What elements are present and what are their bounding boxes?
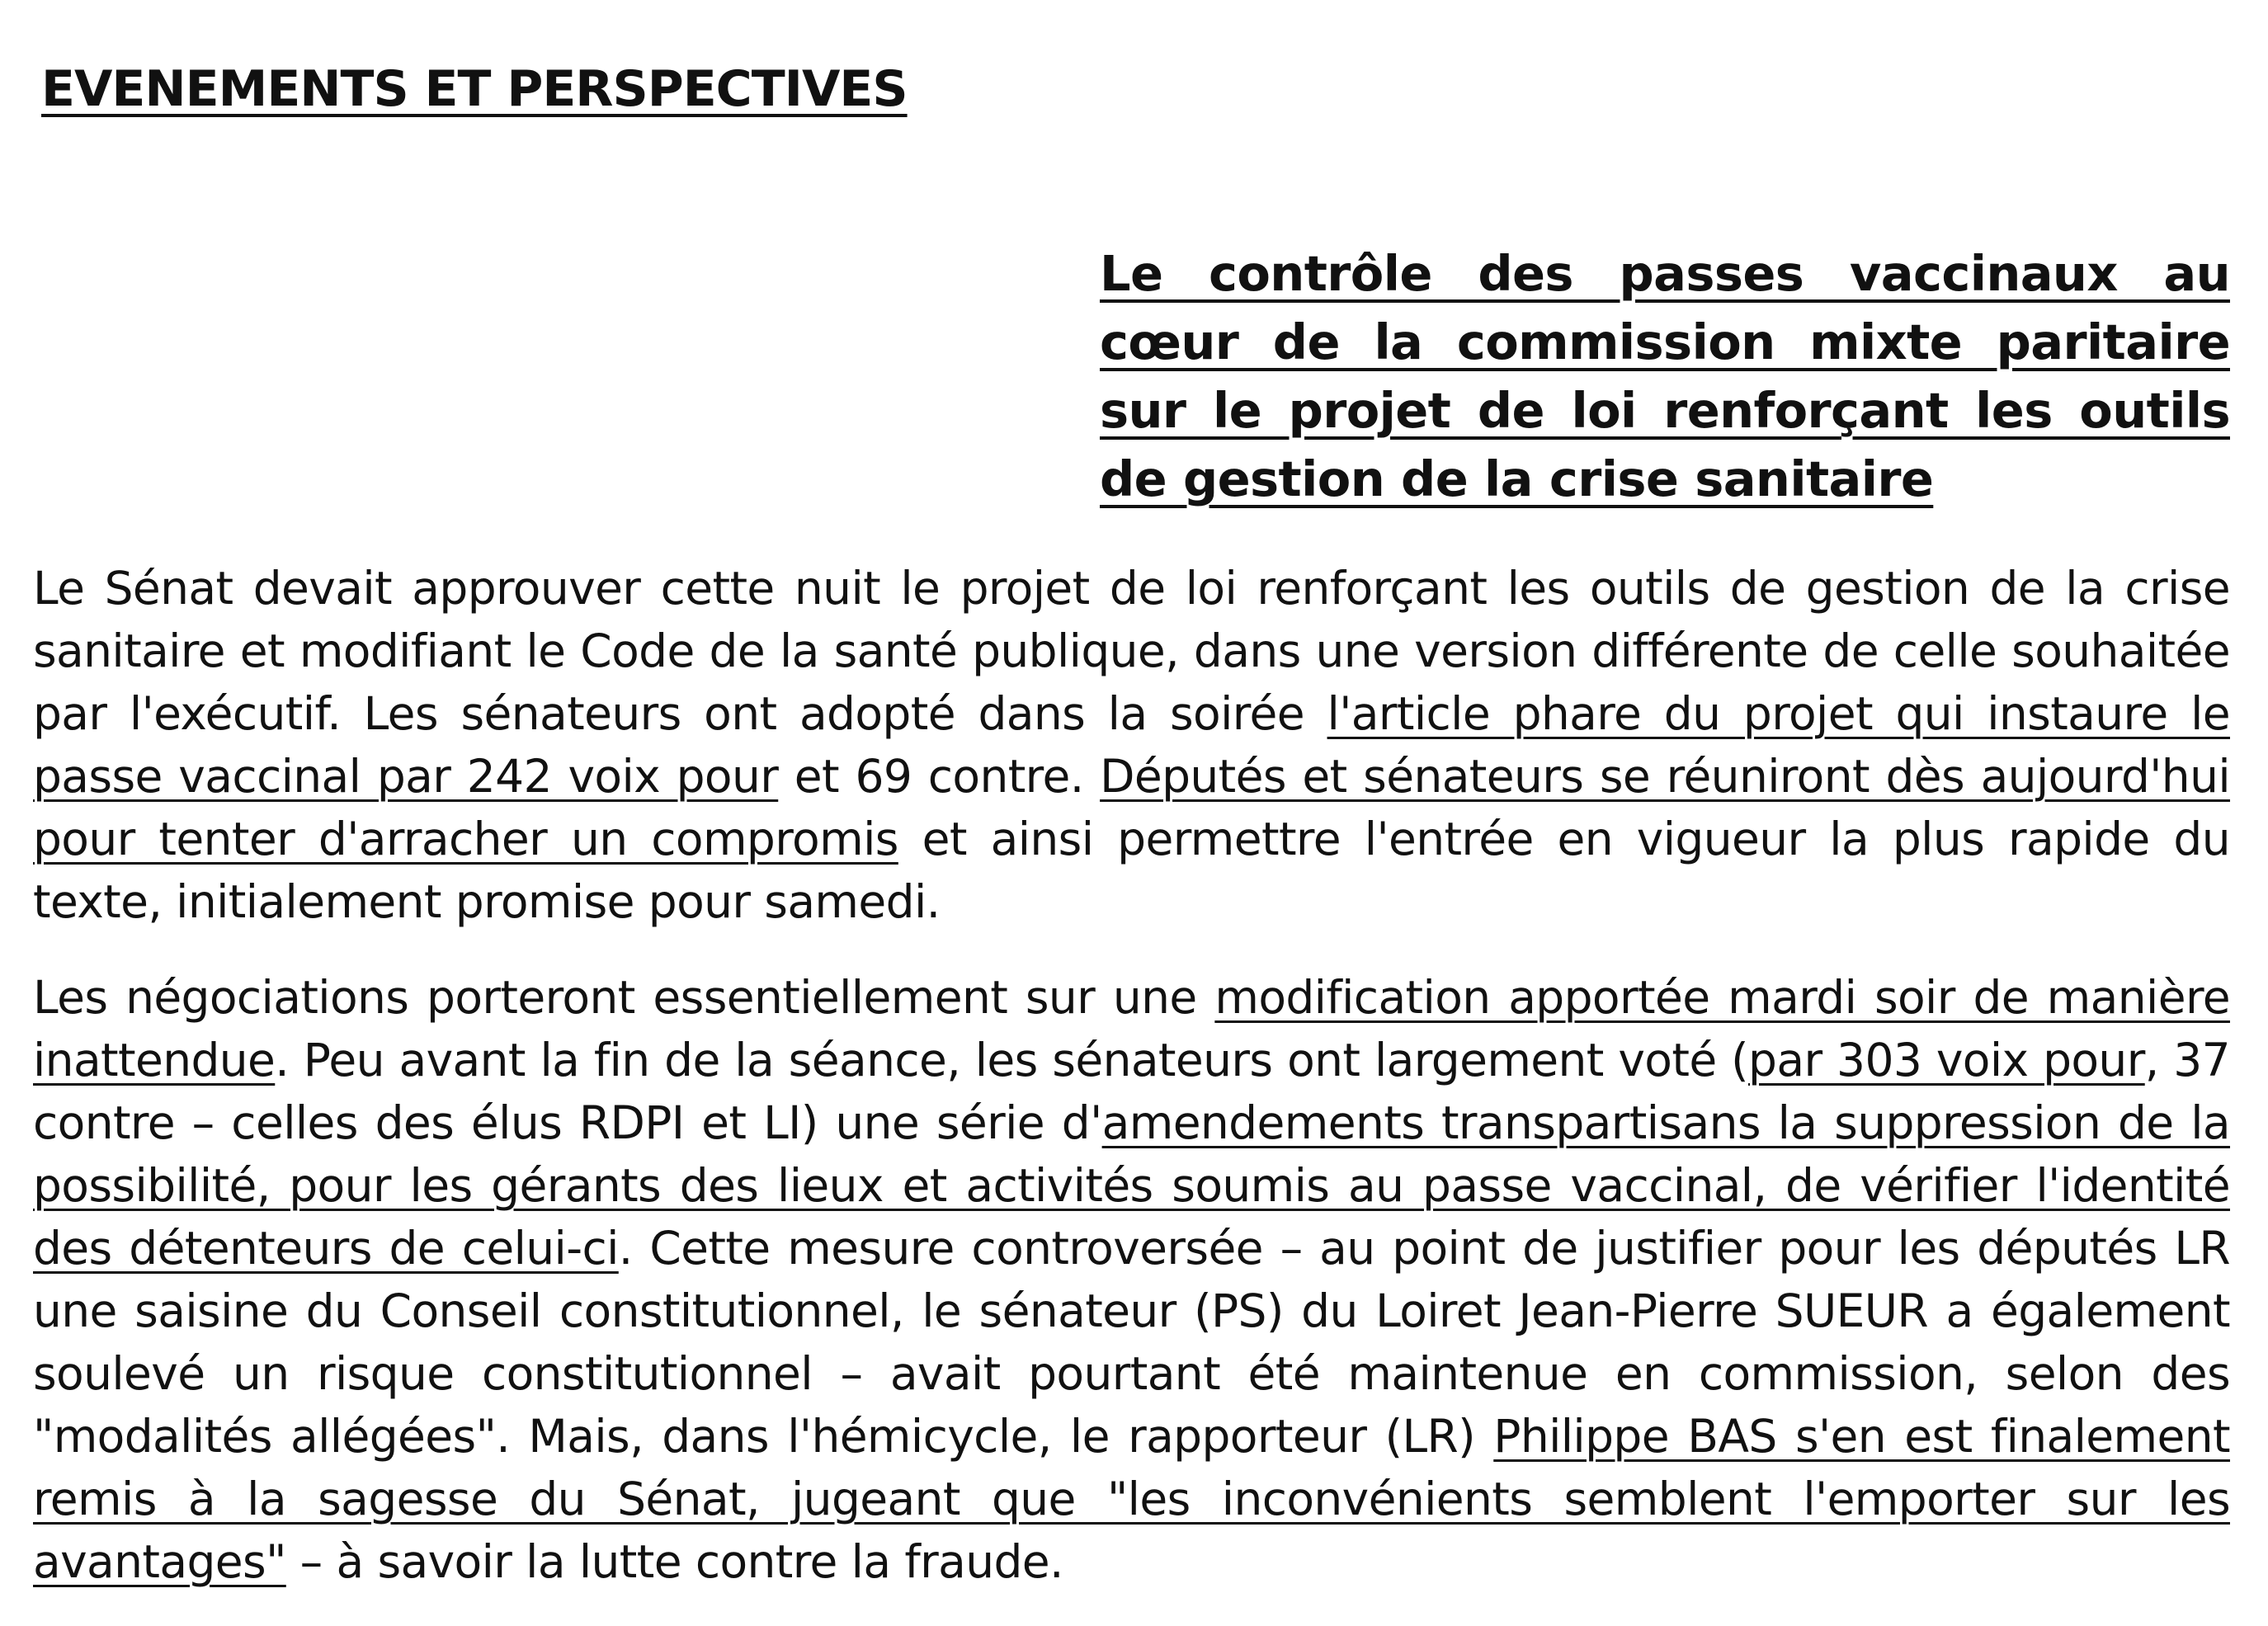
paragraph-text: – à savoir la lutte contre la fraude. bbox=[285, 1535, 1063, 1588]
underlined-passage: Philippe BAS s'en est finalement remis à la sagesse du Sénat, jugeant que "les inconvénients semblent l'emporter sur les avantages" bbox=[33, 1410, 2230, 1588]
article-headline: Le contrôle des passes vaccinaux au cœur de la commission mixte paritaire sur le projet de loi renforçant les outils de gestion de la crise sanitaire bbox=[1100, 245, 2230, 507]
paragraph-text: . Cette mesure controversée – au point de justifier pour les députés LR une saisine du Conseil constitutionnel, le sénateur (PS) du Loiret Jean-Pierre SUEUR a également soulevé un risque constitutionnel – avait pourtant été maintenue en commission, selon des "modalités allégées". Mais, dans l'hémicycle, le rapporteur (LR) bbox=[33, 1222, 2230, 1463]
paragraph-text: et 69 contre. bbox=[778, 750, 1101, 803]
paragraph-text: , 37 contre – celles des élus RDPI et LI) une série d' bbox=[33, 1034, 2230, 1149]
paragraph-text: et ainsi permettre l'entrée en vigueur la plus rapide du texte, initialement promise pour samedi. bbox=[33, 813, 2231, 928]
underlined-passage: modification apportée mardi soir de manière inattendue bbox=[33, 971, 2230, 1086]
article-paragraph-1 bbox=[33, 557, 2230, 933]
paragraph-text: Le Sénat devait approuver cette nuit le projet de loi renforçant les outils de gestion de la crise sanitaire et modifiant le Code de la santé publique, dans une version différente de celle souhaitée par l'exécutif. Les sénateurs ont adopté dans la soirée bbox=[33, 562, 2230, 740]
underlined-passage: par 303 voix pour bbox=[1748, 1034, 2145, 1086]
underlined-passage: Députés et sénateurs se réuniront dès aujourd'hui pour tenter d'arracher un compromis bbox=[33, 750, 2231, 865]
article-body bbox=[33, 557, 2230, 1626]
underlined-passage: amendements transpartisans la suppression de la possibilité, pour les gérants des lieux et activités soumis au passe vaccinal, de vérifier l'identité des détenteurs de celui-ci bbox=[33, 1096, 2231, 1275]
section-header: EVENEMENTS ET PERSPECTIVES bbox=[41, 60, 908, 118]
paragraph-text: . Peu avant la fin de la séance, les sénateurs ont largement voté ( bbox=[275, 1034, 1749, 1086]
article-paragraph-2 bbox=[33, 966, 2230, 1593]
paragraph-text: Les négociations porteront essentiellement sur une bbox=[33, 971, 1215, 1024]
underlined-passage: l'article phare du projet qui instaure le passe vaccinal par 242 voix pour bbox=[33, 687, 2230, 803]
